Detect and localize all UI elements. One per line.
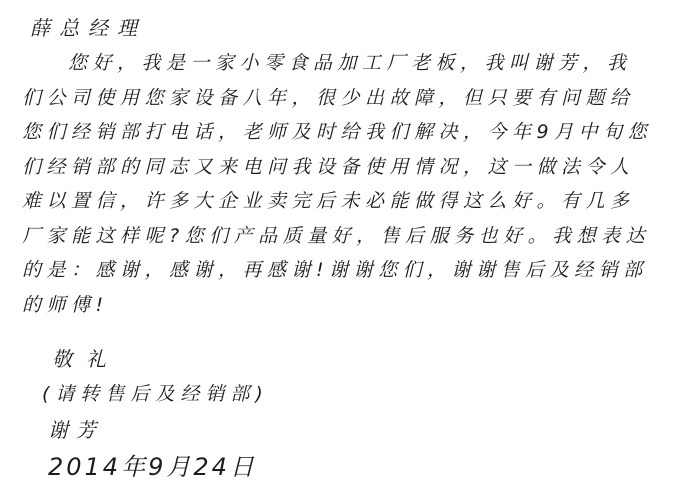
letter-closing: 敬礼 (52, 347, 120, 371)
body-line: 厂家能这样呢?您们产品质量好，售后服务也好。我想表达 (22, 224, 651, 247)
date-line: 2014年9月24日 (48, 453, 257, 481)
forward-note: (请转售后及经销部) (42, 383, 269, 405)
body-line: 们经销部的同志又来电问我设备使用情况，这一做法令人 (22, 155, 635, 178)
signature: 谢芳 (48, 418, 104, 442)
body-line: 难以置信，许多大企业卖完后未必能做得这么好。有几多 (22, 190, 635, 212)
letter-salutation: 薛总经理 (30, 16, 146, 40)
letter-body (22, 46, 672, 322)
letter-content (22, 10, 672, 486)
body-line: 您们经销部打电话，老师及时给我们解决，今年9月中旬您 (22, 121, 653, 143)
body-line: 的是：感谢，感谢，再感谢!谢谢您们，谢谢售后及经销部 (22, 259, 648, 281)
body-line: 的师傅! (22, 293, 109, 316)
body-line: 您好，我是一家小零食品加工厂老板，我叫谢芳，我 (68, 52, 632, 74)
body-line: 们公司使用您家设备八年，很少出故障，但只要有问题给 (22, 86, 635, 109)
